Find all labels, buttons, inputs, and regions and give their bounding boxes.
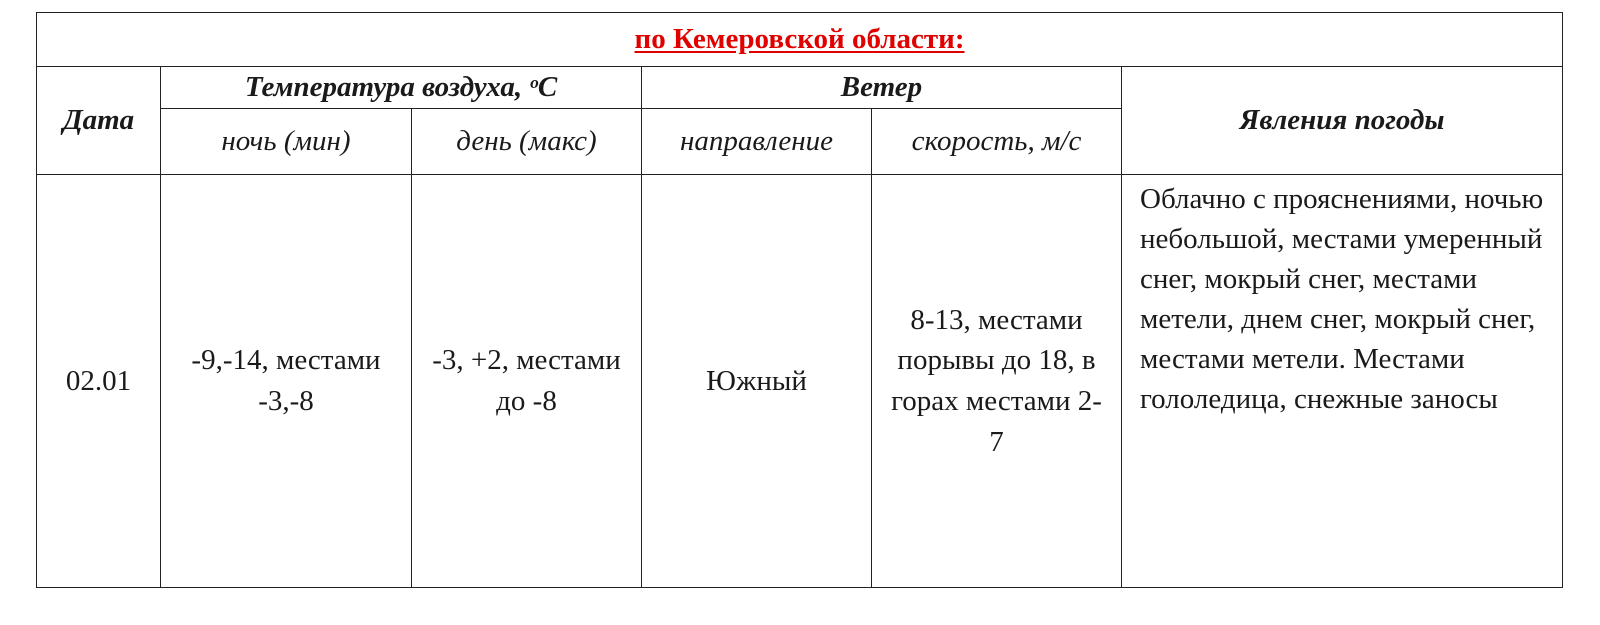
- header-group-row: [37, 67, 1563, 109]
- cell-phenomena: Облачно с прояснениями, ночью небольшой, местами умеренный снег, мокрый снег, местами метели, днем снег, мокрый снег, местами метели. Местами гололедица, снежные заносы: [1122, 175, 1563, 588]
- header-temperature: Температура воздуха, ᵒС: [161, 67, 642, 109]
- night-temp-value: -9,-14, местами -3,-8: [191, 344, 381, 417]
- header-direction: направление: [642, 109, 872, 175]
- forecast-table: [36, 12, 1563, 588]
- table-row: [37, 175, 1563, 588]
- header-day: день (макс): [412, 109, 642, 175]
- wind-speed-value: 8-13, местами порывы до 18, в горах местами 2- 7: [891, 303, 1102, 458]
- header-night: ночь (мин): [161, 109, 412, 175]
- table-title: по Кемеровской области:: [634, 23, 965, 55]
- cell-wind-speed: [872, 175, 1122, 588]
- title-row: [37, 13, 1563, 67]
- cell-wind-direction: Южный: [642, 175, 872, 588]
- cell-day-temp: [412, 175, 642, 588]
- header-speed: скорость, м/с: [872, 109, 1122, 175]
- cell-night-temp: [161, 175, 412, 588]
- header-date: Дата: [37, 67, 161, 175]
- day-temp-value: -3, +2, местами до -8: [432, 344, 621, 417]
- cell-date: 02.01: [37, 175, 161, 588]
- title-cell: [37, 13, 1563, 67]
- forecast-table-container: [36, 12, 1562, 588]
- header-wind: Ветер: [642, 67, 1122, 109]
- header-phenomena: Явления погоды: [1122, 67, 1563, 175]
